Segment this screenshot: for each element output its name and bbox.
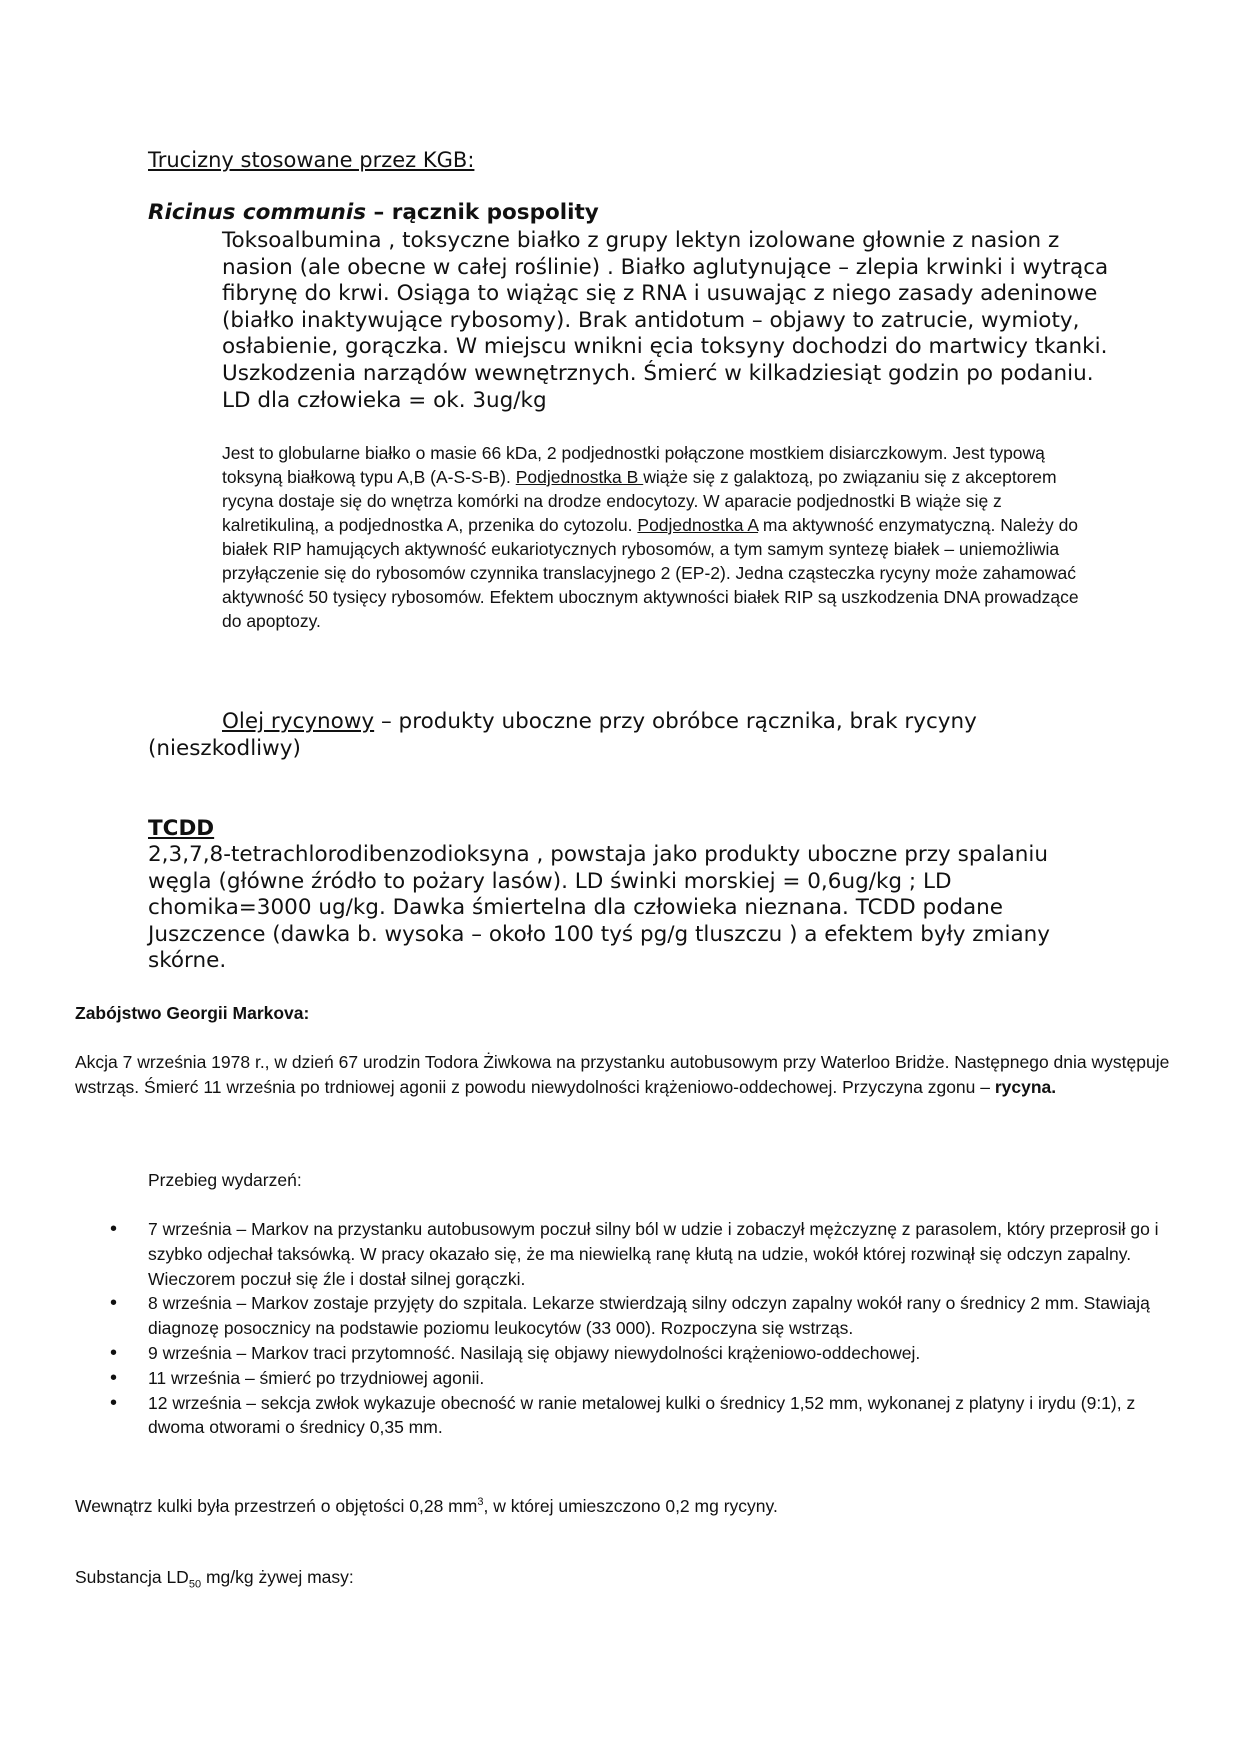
- event-text: 7 września – Markov na przystanku autobusowym poczuł silny ból w udzie i zobaczył mężczyznę z parasolem, który przeprosił go i szybko odjechał taksówką. W pracy okazało się, że ma niewielką ranę kłutą na udzie, wokół której rozwinął się odczyn zapalny. Wieczorem poczuł się źle i dostał silnej gorączki.: [148, 1219, 1159, 1289]
- pellet-volume-note: [75, 1496, 778, 1517]
- cubic-superscript: 3: [477, 1496, 484, 1509]
- markov-summary: [75, 1050, 1175, 1099]
- event-text: 12 września – sekcja zwłok wykazuje obecność w ranie metalowej kulki o średnicy 1,52 mm, wykonanej z platyny i irydu (9:1), z dwoma otworami o średnicy 0,35 mm.: [148, 1392, 1136, 1438]
- markov-heading: Zabójstwo Georgii Markova:: [75, 1003, 310, 1023]
- bullet-icon: •: [110, 1366, 118, 1389]
- events-heading: Przebieg wydarzeń:: [148, 1170, 302, 1190]
- page-title: Trucizny stosowane przez KGB:: [148, 148, 475, 172]
- list-item: [110, 1341, 1188, 1366]
- ld50-caption-part-a: Substancja LD: [75, 1567, 189, 1587]
- bullet-icon: •: [110, 1341, 118, 1364]
- event-text: 8 września – Markov zostaje przyjęty do szpitala. Lekarze stwierdzają silny odczyn zapalny wokół rany o średnicy 2 mm. Stawiają diagnozę posocznicy na podstawie poziomu leukocytów (33 000). Rozpoczyna się wstrząs.: [148, 1293, 1150, 1339]
- ld50-subscript: 50: [188, 1578, 202, 1591]
- ricin-description-text: Toksoalbumina , toksyczne białko z grupy lektyn izolowane głownie z nasion z nasion (ale obecne w całej roślinie) . Białko aglutynujące – zlepia krwinki i wytrąca fibrynę do krwi. Osiąga to wiążąc się z RNA i usuwając z niego zasady adeninowe (białko inaktywujące rybosomy). Brak antidotum – objawy to zatrucie, wymioty, osłabienie, gorączka. W miejscu wnikni ęcia toksyny dochodzi do martwicy tkanki. Uszkodzenia narządów wewnętrznych. Śmierć w kilkadziesiąt godzin po podaniu.: [222, 228, 1109, 386]
- markov-summary-text: Akcja 7 września 1978 r., w dzień 67 urodzin Todora Żiwkowa na przystanku autobusowym przy Waterloo Bridże. Następnego dnia występuje wstrząs. Śmierć 11 września po trdniowej agonii z powodu niewydolności krążeniowo-oddechowej. Przyczyna zgonu –: [75, 1052, 1170, 1097]
- castor-oil-paragraph: [148, 708, 1098, 762]
- markov-cause: rycyna.: [994, 1076, 1057, 1097]
- ricin-heading-separator: –: [366, 200, 392, 225]
- ricin-ld-value: LD dla człowieka = ok. 3ug/kg: [222, 387, 547, 413]
- ricin-polish-name: rącznik pospolity: [391, 200, 599, 225]
- pellet-note-part-a: Wewnątrz kulki była przestrzeń o objętości 0,28 mm: [75, 1496, 478, 1516]
- ld50-table-caption: [75, 1567, 354, 1591]
- bullet-icon: •: [110, 1218, 118, 1240]
- ricin-latin-name: Ricinus communis: [148, 200, 367, 225]
- list-item: [110, 1391, 1188, 1441]
- tcdd-heading: TCDD: [148, 816, 215, 841]
- event-text: 9 września – Markov traci przytomność. Nasilają się objawy niewydolności krążeniowo-oddechowej.: [148, 1342, 921, 1363]
- bullet-icon: •: [110, 1292, 118, 1315]
- ricin-details-part-a: Jest to globularne białko o masie 66 kDa, 2 podjednostki połączone mostkiem disiarczkowym. Jest typową toksyną białkową typu A,B (A-S-S-B).: [222, 443, 1045, 487]
- events-list: [110, 1217, 1188, 1440]
- tcdd-paragraph: 2,3,7,8-tetrachlorodibenzodioksyna , powstaja jako produkty uboczne przy spalaniu węgla (główne źródło to pożary lasów). LD świnki morskiej = 0,6ug/kg ; LD chomika=3000 ug/kg. Dawka śmiertelna dla człowieka nieznana. TCDD podane Juszczence (dawka b. wysoka – około 100 tyś pg/g tluszczu ) a efektem były zmiany skórne.: [148, 842, 1050, 974]
- subunit-b-term: Podjednostka B: [515, 467, 644, 487]
- ricin-details: [222, 441, 1102, 633]
- list-item: [110, 1217, 1188, 1291]
- subunit-a-term: Podjednostka A: [637, 515, 759, 535]
- ricin-details-part-c: ma aktywność enzymatyczną. Należy do białek RIP hamujących aktywność eukariotycznych rybosomów, a tym samym syntezę białek – uniemożliwia przyłączenie się do rybosomów czynnika translacyjnego 2 (EP-2). Jedna cząsteczka rycyny może zahamować aktywność 50 tysięcy rybosomów. Efektem ubocznym aktywności białek RIP są uszkodzenia DNA prowadzące do apoptozy.: [222, 515, 1079, 631]
- ricin-heading: [148, 200, 599, 225]
- ricin-description: [222, 228, 1122, 414]
- event-text: 11 września – śmierć po trzydniowej agonii.: [148, 1367, 485, 1388]
- castor-oil-term: Olej rycynowy: [222, 709, 375, 734]
- ricin-details-part-b: wiąże się z galaktozą, po związaniu się z akceptorem rycyna dostaje się do wnętrza komórki na drodze endocytozy. W aparacie podjednostki B wiąże się z kalretikuliną, a podjednostka A, przenika do cytozolu.: [222, 467, 1057, 535]
- ld50-caption-part-b: mg/kg żywej masy:: [201, 1567, 354, 1587]
- list-item: [110, 1366, 1188, 1391]
- bullet-icon: •: [110, 1391, 118, 1414]
- pellet-note-part-b: , w której umieszczono 0,2 mg rycyny.: [483, 1496, 778, 1516]
- list-item: [110, 1291, 1188, 1341]
- castor-oil-text: – produkty uboczne przy obróbce rącznika, brak rycyny (nieszkodliwy): [148, 709, 977, 761]
